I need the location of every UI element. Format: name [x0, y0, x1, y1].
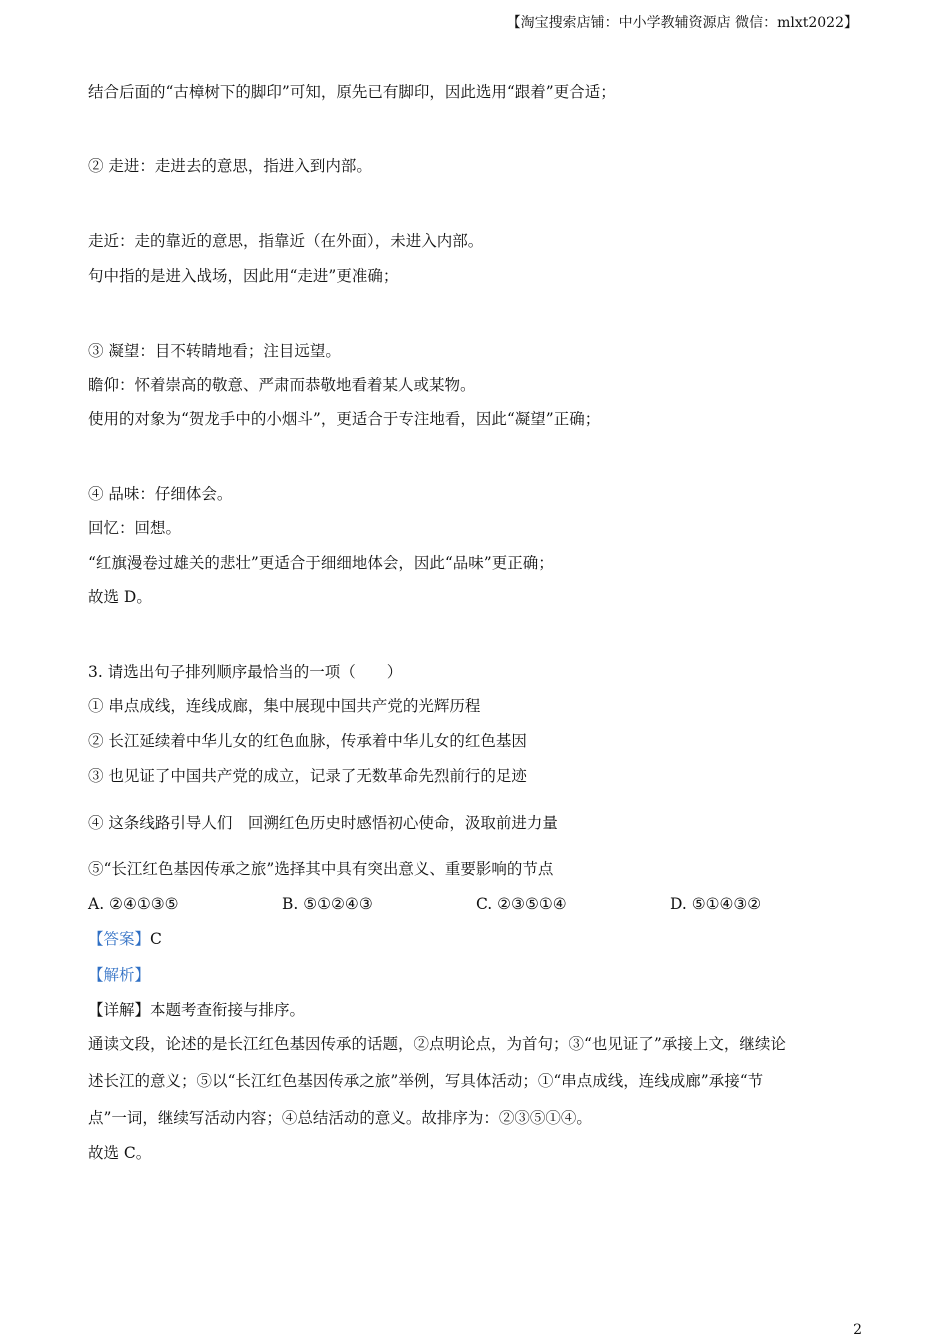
text-line: 使用的对象为“贺龙手中的小烟斗”，更适合于专注地看，因此“凝望”正确；: [88, 410, 601, 428]
page-number: 2: [853, 1322, 862, 1338]
option-c: C. ②③⑤①④: [476, 895, 567, 913]
detail-text: 本题考查衔接与排序。: [150, 1001, 306, 1019]
detail-paragraph-line-1: 通读文段，论述的是长江红色基因传承的话题，②点明论点，为首句；③“也见证了”承接上文，继续论: [88, 1035, 786, 1053]
answer-tag: 【答案】: [88, 930, 151, 948]
option-d: D. ⑤①④③②: [670, 895, 762, 913]
sentence-1: ① 串点成线，连线成廊，集中展现中国共产党的光辉历程: [88, 697, 481, 715]
text-line: 走近：走的靠近的意思，指靠近（在外面），未进入内部。: [88, 232, 484, 250]
question-title: 3. 请选出句子排列顺序最恰当的一项（ ）: [88, 663, 403, 681]
sentence-5: ⑤“长江红色基因传承之旅”选择其中具有突出意义、重要影响的节点: [88, 860, 554, 878]
text-line: 句中指的是进入战场，因此用“走进”更准确；: [88, 267, 399, 285]
text-line: ② 走进：走进去的意思，指进入到内部。: [88, 157, 372, 175]
text-line: ③ 凝望：目不转睛地看；注目远望。: [88, 342, 341, 360]
sentence-3: ③ 也见证了中国共产党的成立，记录了无数革命先烈前行的足迹: [88, 767, 527, 785]
analysis-tag: 【解析】: [88, 966, 151, 984]
detail-paragraph-line-3: 点”一词，继续写活动内容；④总结活动的意义。故排序为：②③⑤①④。: [88, 1109, 592, 1127]
detail-paragraph-line-2: 述长江的意义；⑤以“长江红色基因传承之旅”举例，写具体活动；①“串点成线，连线成廊”承接“节: [88, 1072, 764, 1090]
text-line: “红旗漫卷过雄关的悲壮”更适合于细细地体会，因此“品味”更正确；: [88, 554, 554, 572]
conclusion: 故选 C。: [88, 1144, 152, 1162]
text-line: 瞻仰：怀着崇高的敬意、严肃而恭敬地看着某人或某物。: [88, 376, 476, 394]
text-line: 故选 D。: [88, 588, 152, 606]
option-b: B. ⑤①②④③: [282, 895, 373, 913]
detail-tag: 【详解】: [88, 1001, 151, 1019]
text-line: 结合后面的“古樟树下的脚印”可知，原先已有脚印，因此选用“跟着”更合适；: [88, 83, 616, 101]
option-a: A. ②④①③⑤: [88, 895, 179, 913]
answer-line: [88, 929, 162, 949]
text-line: ④ 品味：仔细体会。: [88, 485, 233, 503]
sentence-2: ② 长江延续着中华儿女的红色血脉，传承着中华儿女的红色基因: [88, 732, 527, 750]
sentence-4: ④ 这条线路引导人们 回溯红色历史时感悟初心使命，汲取前进力量: [88, 814, 558, 832]
detail-line: [88, 1000, 305, 1020]
answer-value: C: [150, 930, 162, 948]
text-line: 回忆：回想。: [88, 519, 182, 537]
page-header: 【淘宝搜索店铺：中小学教辅资源店 微信：mlxt2022】: [506, 15, 858, 31]
